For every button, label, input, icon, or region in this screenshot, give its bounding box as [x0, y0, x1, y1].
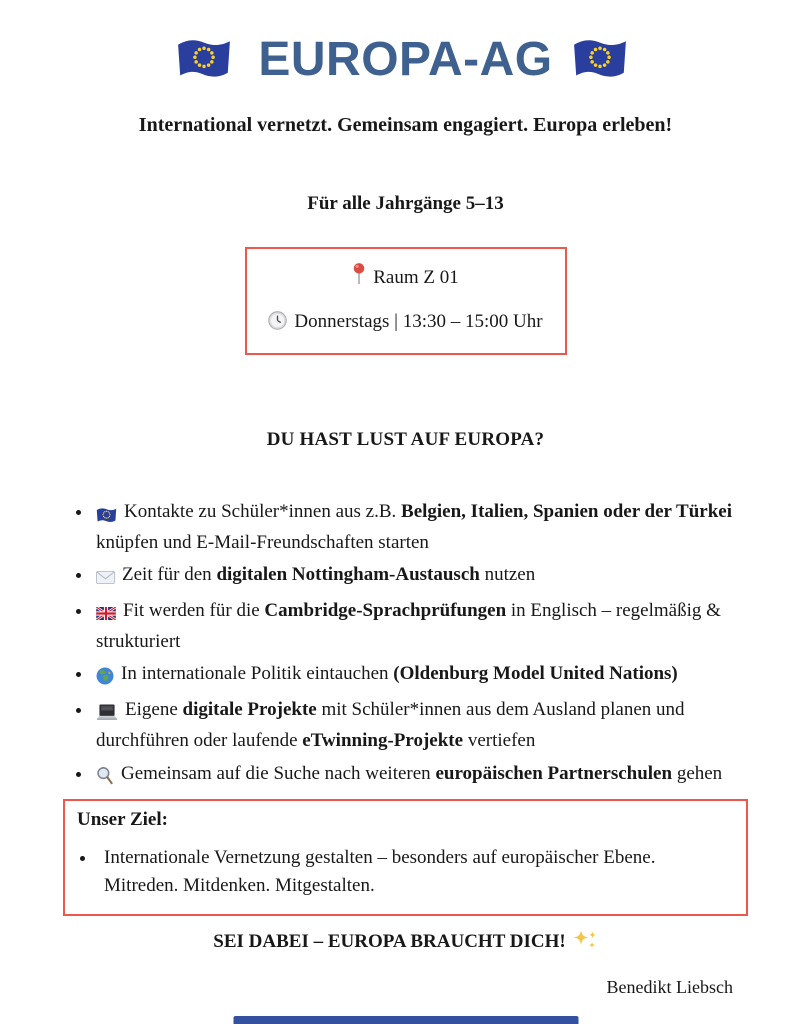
room-line: [247, 262, 565, 292]
goal-box: [63, 799, 748, 915]
list-item: [93, 760, 748, 791]
list-item-text: Kontakte zu Schüler*innen aus z.B. Belgien, Italien, Spanien oder der Türkei knüpfen und E-Mail-Freundschaften starten: [96, 500, 732, 553]
list-item-text: Gemeinsam auf die Suche nach weiteren europäischen Partnerschulen gehen: [121, 762, 723, 784]
room-label: Raum Z 01: [373, 266, 459, 288]
list-item: [97, 844, 730, 899]
next-page-flag-preview: [233, 1016, 578, 1024]
list-item: [93, 597, 748, 655]
eu-flag-icon: [96, 501, 117, 529]
list-item: [93, 498, 748, 556]
goal-text: Internationale Vernetzung gestalten – besonders auf europäischer Ebene. Mitreden. Mitdenken. Mitgestalten.: [104, 847, 656, 896]
envelope-icon: [96, 564, 115, 592]
list-item: [93, 696, 748, 754]
question-heading: DU HAST LUST AUF EUROPA?: [266, 428, 545, 450]
clock-icon: [268, 311, 287, 336]
list-item: [93, 660, 748, 691]
magnifying-glass-icon: [96, 763, 114, 791]
uk-flag-icon: [96, 600, 116, 628]
round-pushpin-icon: [352, 262, 366, 292]
subtitle: International vernetzt. Gemeinsam engagiert. Europa erleben!: [138, 113, 673, 136]
cta-line: [63, 929, 748, 957]
list-item-text: Eigene digitale Projekte mit Schüler*innen aus dem Ausland planen und durchführen oder laufende eTwinning-Projekte vertiefen: [96, 699, 685, 751]
list-item-text: Fit werden für die Cambridge-Sprachprüfungen in Englisch – regelmäßig & strukturiert: [96, 600, 721, 652]
sparkles-icon: [572, 929, 598, 957]
eu-flag-icon: [175, 37, 233, 84]
audience-line: Für alle Jahrgänge 5–13: [307, 192, 504, 214]
list-item-text: Zeit für den digitalen Nottingham-Austausch nutzen: [122, 564, 536, 586]
time-line: [247, 311, 565, 336]
list-item: [93, 561, 748, 592]
goal-list: [77, 844, 730, 899]
signature: Benedikt Liebsch: [606, 976, 733, 997]
eu-flag-icon: [571, 37, 629, 84]
cta-text: SEI DABEI – EUROPA BRAUCHT DICH!: [213, 930, 566, 952]
list-item-text: In internationale Politik eintauchen (Oldenburg Model United Nations): [121, 663, 678, 685]
laptop-icon: [96, 699, 118, 727]
header: [63, 34, 748, 87]
time-label: Donnerstags | 13:30 – 15:00 Uhr: [294, 310, 543, 332]
page-title: EUROPA-AG: [258, 33, 553, 86]
globe-icon: [96, 663, 114, 691]
activities-list: [63, 498, 748, 791]
goal-heading: Unser Ziel:: [77, 809, 168, 831]
info-box: [245, 247, 567, 355]
